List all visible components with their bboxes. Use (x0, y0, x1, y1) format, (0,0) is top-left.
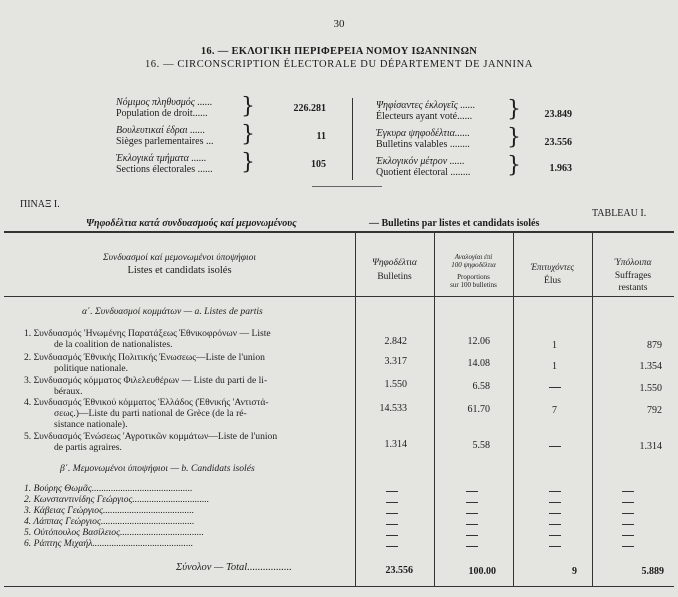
dash (622, 546, 634, 547)
total-label: Σύνολον — Total................. (176, 562, 292, 573)
dash (386, 524, 398, 525)
party-3-votes: 1.550 (384, 379, 407, 390)
page-number: 30 (333, 18, 345, 30)
party-4-line-2: σεως.)—Liste du parti national de Grèce (de la ré- (54, 408, 247, 419)
party-4-pct: 61.70 (467, 404, 490, 415)
summary-left-1-value: 11 (316, 131, 326, 142)
party-5-votes: 1.314 (384, 439, 407, 450)
party-3-line-2: béraux. (54, 386, 83, 397)
party-4-line-1: 4. Συνδυασμός Έθνικού κόμματος Ἑλλάδος (Έθνικής 'Αντιστά- (24, 397, 269, 408)
party-4-elus: 7 (552, 405, 557, 416)
party-2-elus: 1 (552, 361, 557, 372)
col5-header-fr1: Suffrages (614, 271, 652, 281)
party-2-rest: 1.354 (639, 361, 662, 372)
heading-french: 16. — CIRCONSCRIPTION ÉLECTORALE DU DÉPARTEMENT DE JANNINA (144, 59, 534, 70)
dash (466, 502, 478, 503)
summary-left-1-gr: Βουλευτικαί έδραι ...... (116, 125, 206, 136)
brace: } (241, 122, 255, 147)
party-1-elus: 1 (552, 340, 557, 351)
party-5-rest: 1.314 (639, 441, 662, 452)
col5-header-gr: Ύπόλοιπα (614, 258, 652, 268)
col2-header-gr: Ψηφοδέλτια (372, 258, 417, 268)
dash (549, 513, 561, 514)
heading-greek: 16. — ΕΚΛΟΓΙΚΗ ΠΕΡΙΦΕΡΕΙΑ ΝΟΜΟΥ ΙΩΑΝΝΙΝΩΝ (200, 46, 478, 57)
table-label-french: TABLEAU I. (592, 208, 647, 219)
total-votes: 23.556 (385, 565, 413, 576)
summary-divider (352, 98, 353, 180)
party-5-pct: 5.58 (472, 440, 490, 451)
col3-header-fr2: sur 100 bulletins (450, 281, 497, 289)
col4-header-fr: Élus (544, 276, 561, 286)
brace: } (507, 97, 521, 122)
dash (466, 535, 478, 536)
party-1-line-1: 1. Συνδυασμός 'Ηνωμένης Παρατάξεως Έθνικοφρόνων — Liste (24, 328, 271, 339)
summary-right-2-fr: Quotient électoral ........ (376, 167, 471, 178)
party-4-line-3: sistance nationale). (54, 419, 128, 430)
candidate-4: 4. Λάππας Γεώργιος....................................... (24, 516, 195, 527)
party-3-pct: 6.58 (472, 381, 490, 392)
dash (622, 502, 634, 503)
party-1-line-2: de la coalition de nationalistes. (54, 339, 173, 350)
dash (466, 524, 478, 525)
brace: } (241, 94, 255, 119)
party-3-line-1: 3. Συνδυασμός κόμματος Φιλελευθέρων — Liste du parti de li- (24, 375, 268, 386)
candidate-3: 3. Κάβειας Γεώργιος...................................... (24, 505, 195, 516)
summary-left-2-gr: Έκλογικά τμήματα ...... (116, 153, 207, 164)
table-label-greek: ΠΙΝΑΞ Ι. (20, 199, 60, 210)
party-5-line-1: 5. Συνδυασμός Ένώσεως 'Αγροτικῶν κομμάτων—Liste de l'union (24, 431, 278, 442)
dash (466, 513, 478, 514)
dash (549, 502, 561, 503)
table-header-rule (4, 296, 674, 297)
brace: } (507, 153, 521, 178)
party-1-rest: 879 (647, 340, 662, 351)
candidate-5: 5. Ούτόπουλος Βασίλειος................................... (24, 527, 204, 538)
candidate-6: 6. Ράπτης Μιχαήλ.......................................... (24, 538, 194, 549)
section-a-heading: α΄. Συνδυασμοί κομμάτων — a. Listes de partis (82, 306, 263, 317)
summary-left-2-fr: Sections électorales ...... (116, 164, 213, 175)
party-5-elus-dash (549, 446, 561, 447)
table-top-rule (4, 231, 674, 233)
dash (466, 491, 478, 492)
party-4-rest: 792 (647, 405, 662, 416)
dash (549, 491, 561, 492)
dash (549, 535, 561, 536)
summary-left-2-value: 105 (311, 159, 326, 170)
separator-rule (312, 186, 382, 187)
party-2-line-1: 2. Συνδυασμός Έθνικής Πολιτικής Ένωσεως—Liste de l'union (24, 352, 265, 363)
dash (386, 513, 398, 514)
summary-right-0-value: 23.849 (544, 109, 572, 120)
party-2-votes: 3.317 (384, 356, 407, 367)
dash (622, 535, 634, 536)
col3-header-gr2: 100 ψηφοδέλτια (451, 261, 496, 269)
summary-left-1-fr: Sièges parlementaires ... (116, 136, 214, 147)
total-rest: 5.889 (641, 566, 664, 577)
party-3-elus-dash (549, 387, 561, 388)
dash (549, 546, 561, 547)
brace: } (507, 125, 521, 150)
dash (549, 524, 561, 525)
party-2-line-2: politique nationale. (54, 363, 129, 374)
summary-right-2-gr: Έκλογικόν μέτρον ...... (376, 156, 465, 167)
table-title-french: — Bulletins par listes et candidats isolés (369, 218, 540, 229)
dash (622, 491, 634, 492)
summary-left-0-value: 226.281 (293, 103, 326, 114)
summary-right-1-gr: Έγκυρα ψηφοδέλτια...... (376, 128, 470, 139)
table-title-greek: Ψηφοδέλτια κατά συνδυασμούς καί μεμονωμένους (86, 218, 297, 229)
summary-left-0-gr: Νόμιμος πληθυσμός ...... (116, 97, 213, 108)
candidate-2: 2. Κωνσταντινίδης Γεώργιος................................ (24, 494, 210, 505)
col5-header-fr2: restants (618, 283, 648, 293)
dash (386, 491, 398, 492)
summary-left-0-fr: Population de droit...... (116, 108, 208, 119)
col3-header-fr1: Proportions (457, 273, 490, 281)
dash (466, 546, 478, 547)
total-elus: 9 (572, 566, 577, 577)
brace: } (241, 150, 255, 175)
party-5-line-2: de partis agraires. (54, 442, 122, 453)
section-b-heading: β΄. Μεμονωμένοι ύποψήφιοι — b. Candidats isolés (60, 463, 255, 474)
dash (386, 546, 398, 547)
col3-header-gr1: Αναλογίαι ἐπί (454, 253, 493, 261)
party-4-votes: 14.533 (379, 403, 407, 414)
summary-right-1-value: 23.556 (544, 137, 572, 148)
party-2-pct: 14.08 (467, 358, 490, 369)
dash (622, 513, 634, 514)
col1-header-gr: Συνδυασμοί καί μεμονωμένοι ύποψήφιοι (103, 253, 256, 263)
dash (622, 524, 634, 525)
table-bottom-rule (4, 586, 674, 587)
summary-right-0-gr: Ψηφίσαντες έκλογεῖς ...... (376, 100, 476, 111)
total-pct: 100.00 (468, 566, 496, 577)
dash (386, 502, 398, 503)
summary-right-1-fr: Bulletins valables ........ (376, 139, 470, 150)
summary-right-0-fr: Électeurs ayant voté...... (376, 111, 473, 122)
col2-header-fr: Bulletins (377, 272, 412, 282)
dash (386, 535, 398, 536)
party-3-rest: 1.550 (639, 383, 662, 394)
col1-header-fr: Listes et candidats isolés (127, 265, 232, 276)
party-1-votes: 2.842 (384, 336, 407, 347)
summary-right-2-value: 1.963 (549, 163, 572, 174)
party-1-pct: 12.06 (467, 336, 490, 347)
candidate-1: 1. Βούρης Θωμᾶς.......................................... (24, 483, 193, 494)
col4-header-gr: Έπιτυχόντες (530, 262, 575, 272)
